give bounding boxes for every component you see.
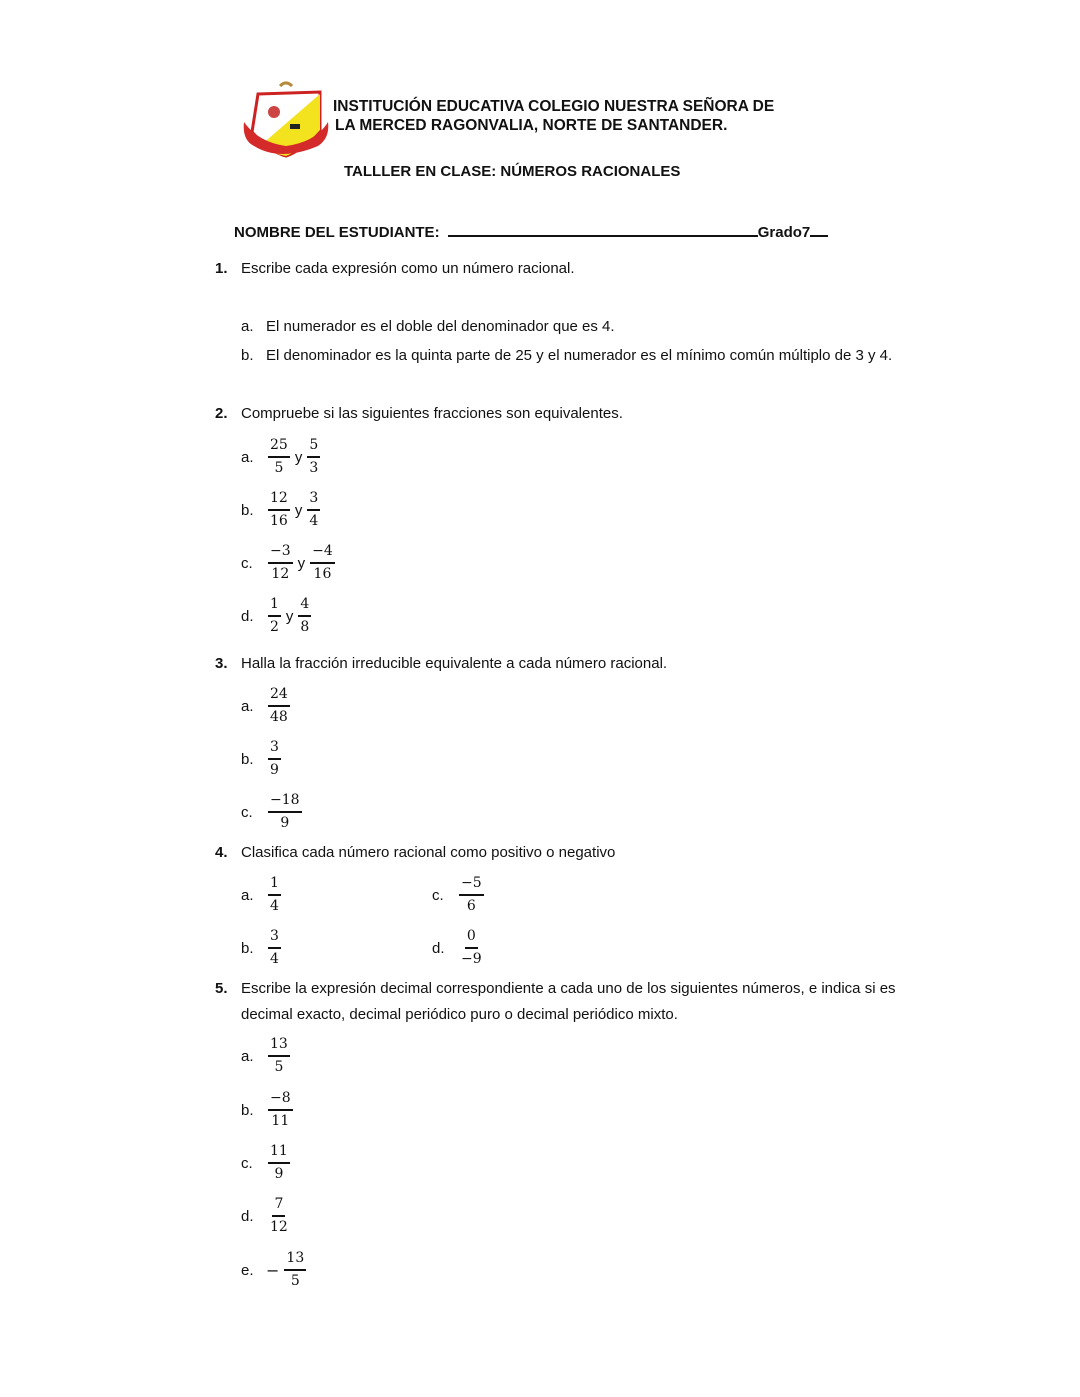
- item-label: b.: [241, 501, 254, 519]
- student-name-label: NOMBRE DEL ESTUDIANTE:: [234, 224, 440, 241]
- item-label: b.: [241, 939, 254, 957]
- question-text: Halla la fracción irreducible equivalente a cada número racional.: [241, 655, 668, 672]
- numerator: 5: [307, 437, 320, 458]
- denominator: 4: [309, 513, 319, 529]
- item-label: d.: [432, 939, 445, 957]
- denominator: 3: [309, 460, 319, 476]
- student-name-row: [234, 220, 828, 241]
- numerator: 3: [268, 928, 281, 949]
- denominator: 16: [313, 566, 332, 582]
- fraction: [268, 596, 281, 636]
- item-label: a.: [241, 697, 254, 715]
- fraction: [268, 543, 293, 583]
- denominator: 4: [270, 898, 279, 914]
- list-item: [241, 1036, 292, 1076]
- item-label: e.: [241, 1261, 254, 1279]
- list-item: [432, 928, 486, 968]
- list-item: [241, 1090, 295, 1130]
- numerator: 4: [298, 596, 311, 617]
- list-item: [241, 490, 322, 530]
- denominator: 11: [271, 1113, 290, 1129]
- fraction: [310, 543, 335, 583]
- list-item: [241, 437, 322, 477]
- fraction: [268, 1036, 290, 1076]
- denominator: 9: [280, 815, 290, 831]
- fraction: [268, 1143, 290, 1183]
- school-crest-logo: [240, 80, 332, 158]
- list-item: [241, 792, 304, 832]
- question-number: 5.: [215, 980, 228, 997]
- denominator: 4: [270, 951, 279, 967]
- numerator: 1: [268, 596, 281, 617]
- denominator: 5: [274, 460, 284, 476]
- numerator: 3: [307, 490, 320, 511]
- fraction: [268, 1090, 293, 1130]
- fraction: [307, 490, 320, 530]
- numerator: 11: [268, 1143, 290, 1164]
- list-item: [241, 596, 313, 636]
- numerator: 13: [284, 1250, 306, 1271]
- question-text: Escribe la expresión decimal correspondiente a cada uno de los siguientes números, e indica si es: [241, 980, 896, 997]
- denominator: 48: [270, 709, 288, 725]
- numerator: −4: [310, 543, 335, 564]
- denominator: 12: [271, 566, 290, 582]
- item-label: b.: [241, 347, 254, 364]
- list-item: [241, 1143, 292, 1183]
- fraction: [268, 739, 281, 779]
- student-name-blank[interactable]: [448, 220, 758, 237]
- fraction: [268, 490, 290, 530]
- fraction: [459, 928, 484, 968]
- fraction: [284, 1250, 306, 1290]
- item-label: c.: [241, 803, 253, 821]
- numerator: 24: [268, 686, 290, 707]
- denominator: 9: [274, 1166, 284, 1182]
- list-item: [241, 1250, 308, 1290]
- numerator: 12: [268, 490, 290, 511]
- denominator: 5: [274, 1059, 284, 1075]
- numerator: −8: [268, 1090, 293, 1111]
- denominator: 12: [270, 1219, 288, 1235]
- institution-name-line2: LA MERCED RAGONVALIA, NORTE DE SANTANDER.: [335, 117, 728, 134]
- denominator: −9: [461, 951, 482, 967]
- numerator: −18: [268, 792, 302, 813]
- grade-label: Grado7: [757, 224, 811, 241]
- fraction: [268, 928, 281, 968]
- question-text: Clasifica cada número racional como positivo o negativo: [241, 844, 616, 861]
- list-item: [241, 739, 283, 779]
- numerator: 0: [465, 928, 478, 949]
- question-text-continued: decimal exacto, decimal periódico puro o decimal periódico mixto.: [241, 1006, 678, 1023]
- list-item: [241, 875, 283, 915]
- conjunction: y: [294, 448, 303, 466]
- denominator: 16: [270, 513, 288, 529]
- list-item: [241, 1196, 292, 1236]
- numerator: 13: [268, 1036, 290, 1057]
- item-label: c.: [241, 554, 253, 572]
- question-number: 1.: [215, 260, 228, 277]
- conjunction: y: [285, 607, 294, 625]
- fraction: [298, 596, 311, 636]
- list-item: [432, 875, 486, 915]
- item-label: a.: [241, 318, 254, 335]
- denominator: 5: [290, 1273, 300, 1289]
- fraction: [268, 792, 302, 832]
- numerator: 1: [268, 875, 281, 896]
- conjunction: y: [294, 501, 303, 519]
- item-text: El numerador es el doble del denominador que es 4.: [266, 318, 615, 335]
- numerator: −3: [268, 543, 293, 564]
- item-label: b.: [241, 750, 254, 768]
- question-text: Compruebe si las siguientes fracciones son equivalentes.: [241, 405, 623, 422]
- list-item: [241, 686, 292, 726]
- question-number: 3.: [215, 655, 228, 672]
- denominator: 9: [270, 762, 279, 778]
- item-label: a.: [241, 1047, 254, 1065]
- fraction: [307, 437, 320, 477]
- numerator: 7: [272, 1196, 285, 1217]
- denominator: 8: [300, 619, 310, 635]
- numerator: 25: [268, 437, 290, 458]
- fraction: [268, 437, 290, 477]
- fraction: [268, 875, 281, 915]
- question-number: 4.: [215, 844, 228, 861]
- conjunction: y: [297, 554, 306, 572]
- fraction: [268, 686, 290, 726]
- item-label: d.: [241, 1207, 254, 1225]
- fraction: [268, 1196, 290, 1236]
- institution-name-line1: INSTITUCIÓN EDUCATIVA COLEGIO NUESTRA SEÑORA DE: [333, 98, 775, 115]
- numerator: −5: [459, 875, 484, 896]
- item-label: c.: [241, 1154, 253, 1172]
- question-text: Escribe cada expresión como un número racional.: [241, 260, 575, 277]
- item-label: d.: [241, 607, 254, 625]
- item-label: c.: [432, 886, 444, 904]
- item-label: a.: [241, 448, 254, 466]
- list-item: [241, 928, 283, 968]
- worksheet-title: TALLLER EN CLASE: NÚMEROS RACIONALES: [344, 163, 681, 180]
- denominator: 2: [270, 619, 279, 635]
- item-text: El denominador es la quinta parte de 25 y el numerador es el mínimo común múltiplo de 3 y 4.: [266, 347, 893, 364]
- fraction: [459, 875, 484, 915]
- question-number: 2.: [215, 405, 228, 422]
- denominator: 6: [466, 898, 476, 914]
- numerator: 3: [268, 739, 281, 760]
- grade-blank[interactable]: [810, 220, 828, 237]
- minus-sign: −: [266, 1260, 280, 1280]
- item-label: b.: [241, 1101, 254, 1119]
- item-label: a.: [241, 886, 254, 904]
- list-item: [241, 543, 337, 583]
